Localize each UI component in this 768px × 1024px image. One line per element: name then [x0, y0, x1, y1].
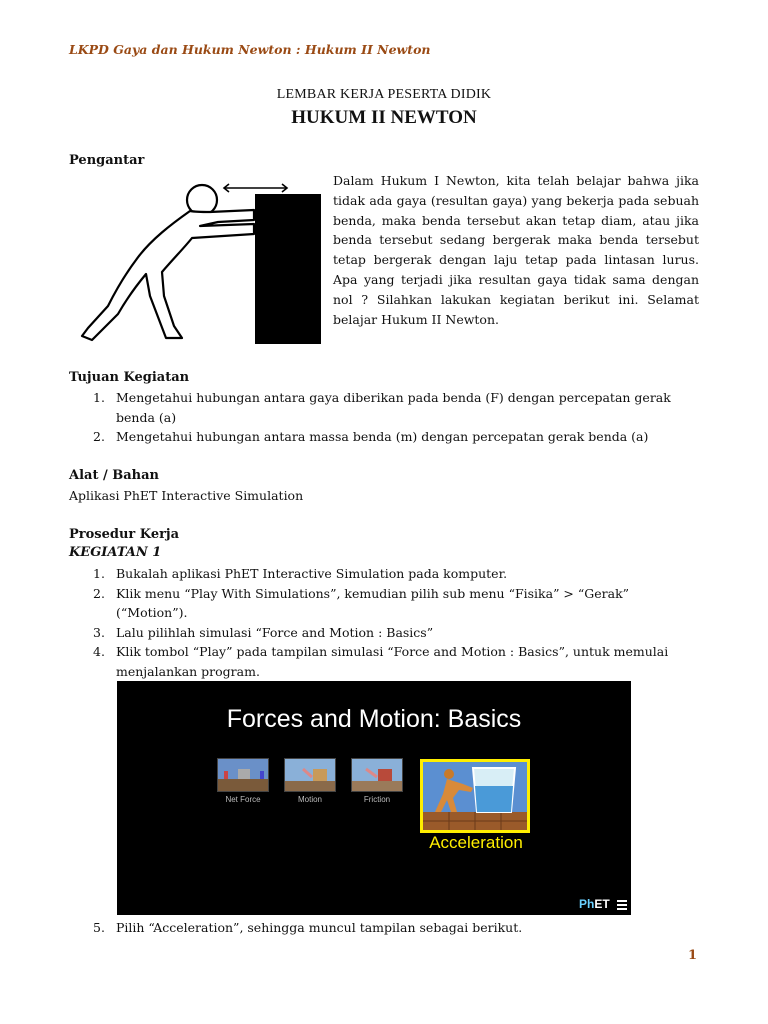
document-title: HUKUM II NEWTON: [291, 107, 477, 128]
list-item: 1. Bukalah aplikasi PhET Interactive Simulation pada komputer.: [93, 566, 508, 581]
acceleration-label: Acceleration: [429, 833, 523, 852]
net-force-icon: [218, 759, 269, 792]
prosedur-steps-continued: [69, 918, 699, 938]
document-kicker: LEMBAR KERJA PESERTA DIDIK: [276, 87, 492, 102]
friction-icon: [352, 759, 403, 792]
list-item: 3. Lalu pilihlah simulasi “Force and Motion : Basics”: [93, 624, 434, 640]
kegiatan-label: KEGIATAN 1: [69, 545, 162, 560]
acceleration-thumbnail[interactable]: [420, 759, 530, 833]
page-number: 1: [688, 948, 698, 963]
friction-label: Friction: [363, 795, 391, 804]
hamburger-menu-icon[interactable]: [617, 898, 627, 912]
prosedur-heading: Prosedur Kerja: [69, 527, 180, 542]
running-header: LKPD Gaya dan Hukum Newton : Hukum II Newton: [69, 42, 431, 57]
list-item: 2. Klik menu “Play With Simulations”, kemudian pilih sub menu “Fisika” > “Gerak” (“Motion”).: [93, 585, 630, 620]
alat-heading: Alat / Bahan: [69, 468, 159, 483]
net-force-thumbnail[interactable]: [217, 758, 269, 792]
tujuan-list: [69, 388, 699, 447]
prosedur-steps: [69, 564, 699, 681]
person-pushing-block-illustration: [78, 178, 328, 348]
motion-thumbnail[interactable]: [284, 758, 336, 792]
list-item: 2. Mengetahui hubungan antara massa benda (m) dengan percepatan gerak benda (a): [93, 429, 649, 444]
black-block: [255, 194, 321, 344]
tujuan-heading: Tujuan Kegiatan: [69, 370, 190, 385]
motion-icon: [285, 759, 336, 792]
pengantar-paragraph: Dalam Hukum I Newton, kita telah belajar bahwa jika tidak ada gaya (resultan gaya) yang bekerja pada sebuah benda, maka benda tersebut akan tetap diam, atau jika benda tersebut sedang bergerak maka benda tersebut tetap bergerak dengan laju tetap pada lintasan lurus. Apa yang terjadi jika resultan gaya tidak sama dengan nol ? Silahkan lakukan kegiatan berikut ini. Selamat belajar Hukum II Newton.: [333, 173, 699, 327]
list-item: 5. Pilih “Acceleration”, sehingga muncul tampilan sebagai berikut.: [93, 920, 523, 935]
pengantar-heading: Pengantar: [69, 153, 145, 168]
friction-thumbnail[interactable]: [351, 758, 403, 792]
acceleration-icon: [423, 762, 527, 830]
list-item: 1. Mengetahui hubungan antara gaya diberikan pada benda (F) dengan percepatan gerak benda (a): [93, 390, 671, 425]
simulation-title: Forces and Motion: Basics: [226, 705, 522, 733]
net-force-label: Net Force: [225, 795, 261, 804]
list-item: 4. Klik tombol “Play” pada tampilan simulasi “Force and Motion : Basics”, untuk memulai menjalankan program.: [93, 644, 669, 679]
alat-text: Aplikasi PhET Interactive Simulation: [69, 488, 304, 503]
double-arrow-icon: [224, 184, 287, 192]
motion-label: Motion: [297, 795, 322, 804]
phet-simulation-screenshot: [117, 681, 631, 915]
stick-figure: [82, 185, 254, 340]
phet-logo: PhET: [579, 897, 627, 912]
